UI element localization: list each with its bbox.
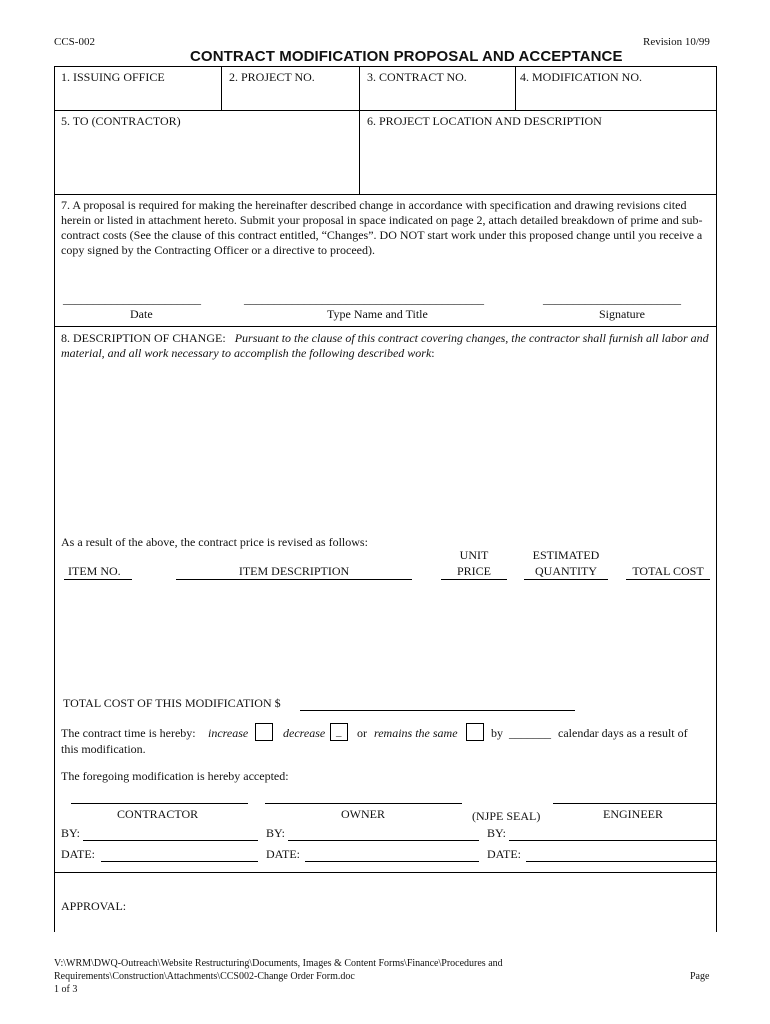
increase-label: increase	[208, 726, 249, 740]
engineer-by-label: BY:	[487, 826, 506, 840]
col-unit-line-2: PRICE	[441, 564, 507, 580]
signature-blank[interactable]: _______________________	[543, 292, 681, 306]
col-item-description: ITEM DESCRIPTION	[176, 564, 412, 580]
form-code: CCS-002	[54, 36, 95, 48]
modification-no-label: 4. MODIFICATION NO.	[520, 70, 642, 84]
remains-label: remains the same	[374, 726, 458, 740]
section-8-description	[61, 331, 711, 361]
signature-caption: Signature	[599, 307, 645, 321]
engineer-signature-line[interactable]	[553, 803, 716, 804]
increase-checkbox[interactable]	[255, 723, 273, 741]
engineer-by-input[interactable]	[509, 840, 716, 841]
owner-signature-line[interactable]	[265, 803, 462, 804]
contractor-label: 5. TO (CONTRACTOR)	[61, 114, 181, 128]
col-total-cost: TOTAL COST	[626, 564, 710, 580]
decrease-mark: _	[336, 726, 342, 738]
section-8-italic-text: Pursuant to the clause of this contract covering changes, the contractor shall furnish all labor and material, and all work necessary to accomplish the following described work	[61, 331, 709, 360]
njpe-seal-label: (NJPE SEAL)	[472, 809, 541, 823]
or-label: or	[357, 726, 367, 740]
remains-checkbox[interactable]	[466, 723, 484, 741]
footer-path-line-2: Requirements\Construction\Attachments\CCS002-Change Order Form.doc	[54, 971, 355, 982]
contractor-date-input[interactable]	[101, 861, 258, 862]
col-unit-line-1: UNIT	[459, 548, 489, 562]
section-8-label: 8. DESCRIPTION OF CHANGE:	[61, 331, 226, 345]
col-estimated-line-1: ESTIMATED	[532, 548, 600, 562]
contractor-by-label: BY:	[61, 826, 80, 840]
revision-label: Revision 10/99	[643, 36, 710, 48]
approval-label: APPROVAL:	[61, 899, 127, 913]
owner-date-label: DATE:	[266, 847, 300, 861]
by-label: by	[491, 726, 503, 740]
engineer-label: ENGINEER	[603, 807, 663, 821]
total-cost-input[interactable]	[300, 710, 575, 711]
project-location-label: 6. PROJECT LOCATION AND DESCRIPTION	[367, 114, 602, 128]
section-7-text: 7. A proposal is required for making the hereinafter described change in accordance with specification and drawing revisions cited herein or listed in attachment hereto. Submit your proposal in space indicated on page 2, attach detailed breakdown of prime and sub-contract costs (See the clause of this contract entitled, “Changes”. DO NOT start work under this proposed change until you receive a copy signed by the Contracting Officer or a directive to proceed).	[61, 198, 703, 257]
owner-by-label: BY:	[266, 826, 285, 840]
issuing-office-label: 1. ISSUING OFFICE	[61, 70, 165, 84]
owner-label: OWNER	[341, 807, 385, 821]
project-no-label: 2. PROJECT NO.	[229, 70, 315, 84]
footer-page-of: 1 of 3	[54, 984, 78, 995]
page-title: CONTRACT MODIFICATION PROPOSAL AND ACCEPTANCE	[190, 48, 623, 65]
days-input[interactable]: _______	[509, 726, 551, 740]
price-revised-text: As a result of the above, the contract price is revised as follows:	[61, 535, 368, 549]
accepted-text: The foregoing modification is hereby accepted:	[61, 769, 289, 783]
section-8-colon: :	[431, 346, 435, 360]
contractor-signature-line[interactable]	[71, 803, 248, 804]
contractor-by-input[interactable]	[83, 840, 258, 841]
total-cost-label: TOTAL COST OF THIS MODIFICATION $	[63, 696, 281, 710]
contract-no-label: 3. CONTRACT NO.	[367, 70, 467, 84]
col-estimated-line-2: QUANTITY	[524, 564, 608, 580]
date-blank[interactable]: _______________________	[63, 292, 201, 306]
decrease-label: decrease	[283, 726, 326, 740]
footer-path-line-1: V:\WRM\DWQ-Outreach\Website Restructuring\Documents, Images & Content Forms\Finance\Procedures and	[54, 958, 503, 969]
date-caption: Date	[130, 307, 153, 321]
col-item-no: ITEM NO.	[64, 564, 132, 580]
owner-date-input[interactable]	[305, 861, 479, 862]
calendar-days-text: calendar days as a result of	[558, 726, 688, 740]
name-title-caption: Type Name and Title	[327, 307, 428, 321]
decrease-checkbox[interactable]	[330, 723, 348, 741]
engineer-date-label: DATE:	[487, 847, 521, 861]
owner-by-input[interactable]	[288, 840, 479, 841]
this-modification-text: this modification.	[61, 742, 146, 756]
contract-time-text: The contract time is hereby:	[61, 726, 196, 740]
contractor-date-label: DATE:	[61, 847, 95, 861]
name-title-blank[interactable]: ________________________________________	[244, 292, 484, 306]
footer-page-label: Page	[690, 971, 710, 982]
engineer-date-input[interactable]	[526, 861, 716, 862]
contractor-label: CONTRACTOR	[117, 807, 199, 821]
